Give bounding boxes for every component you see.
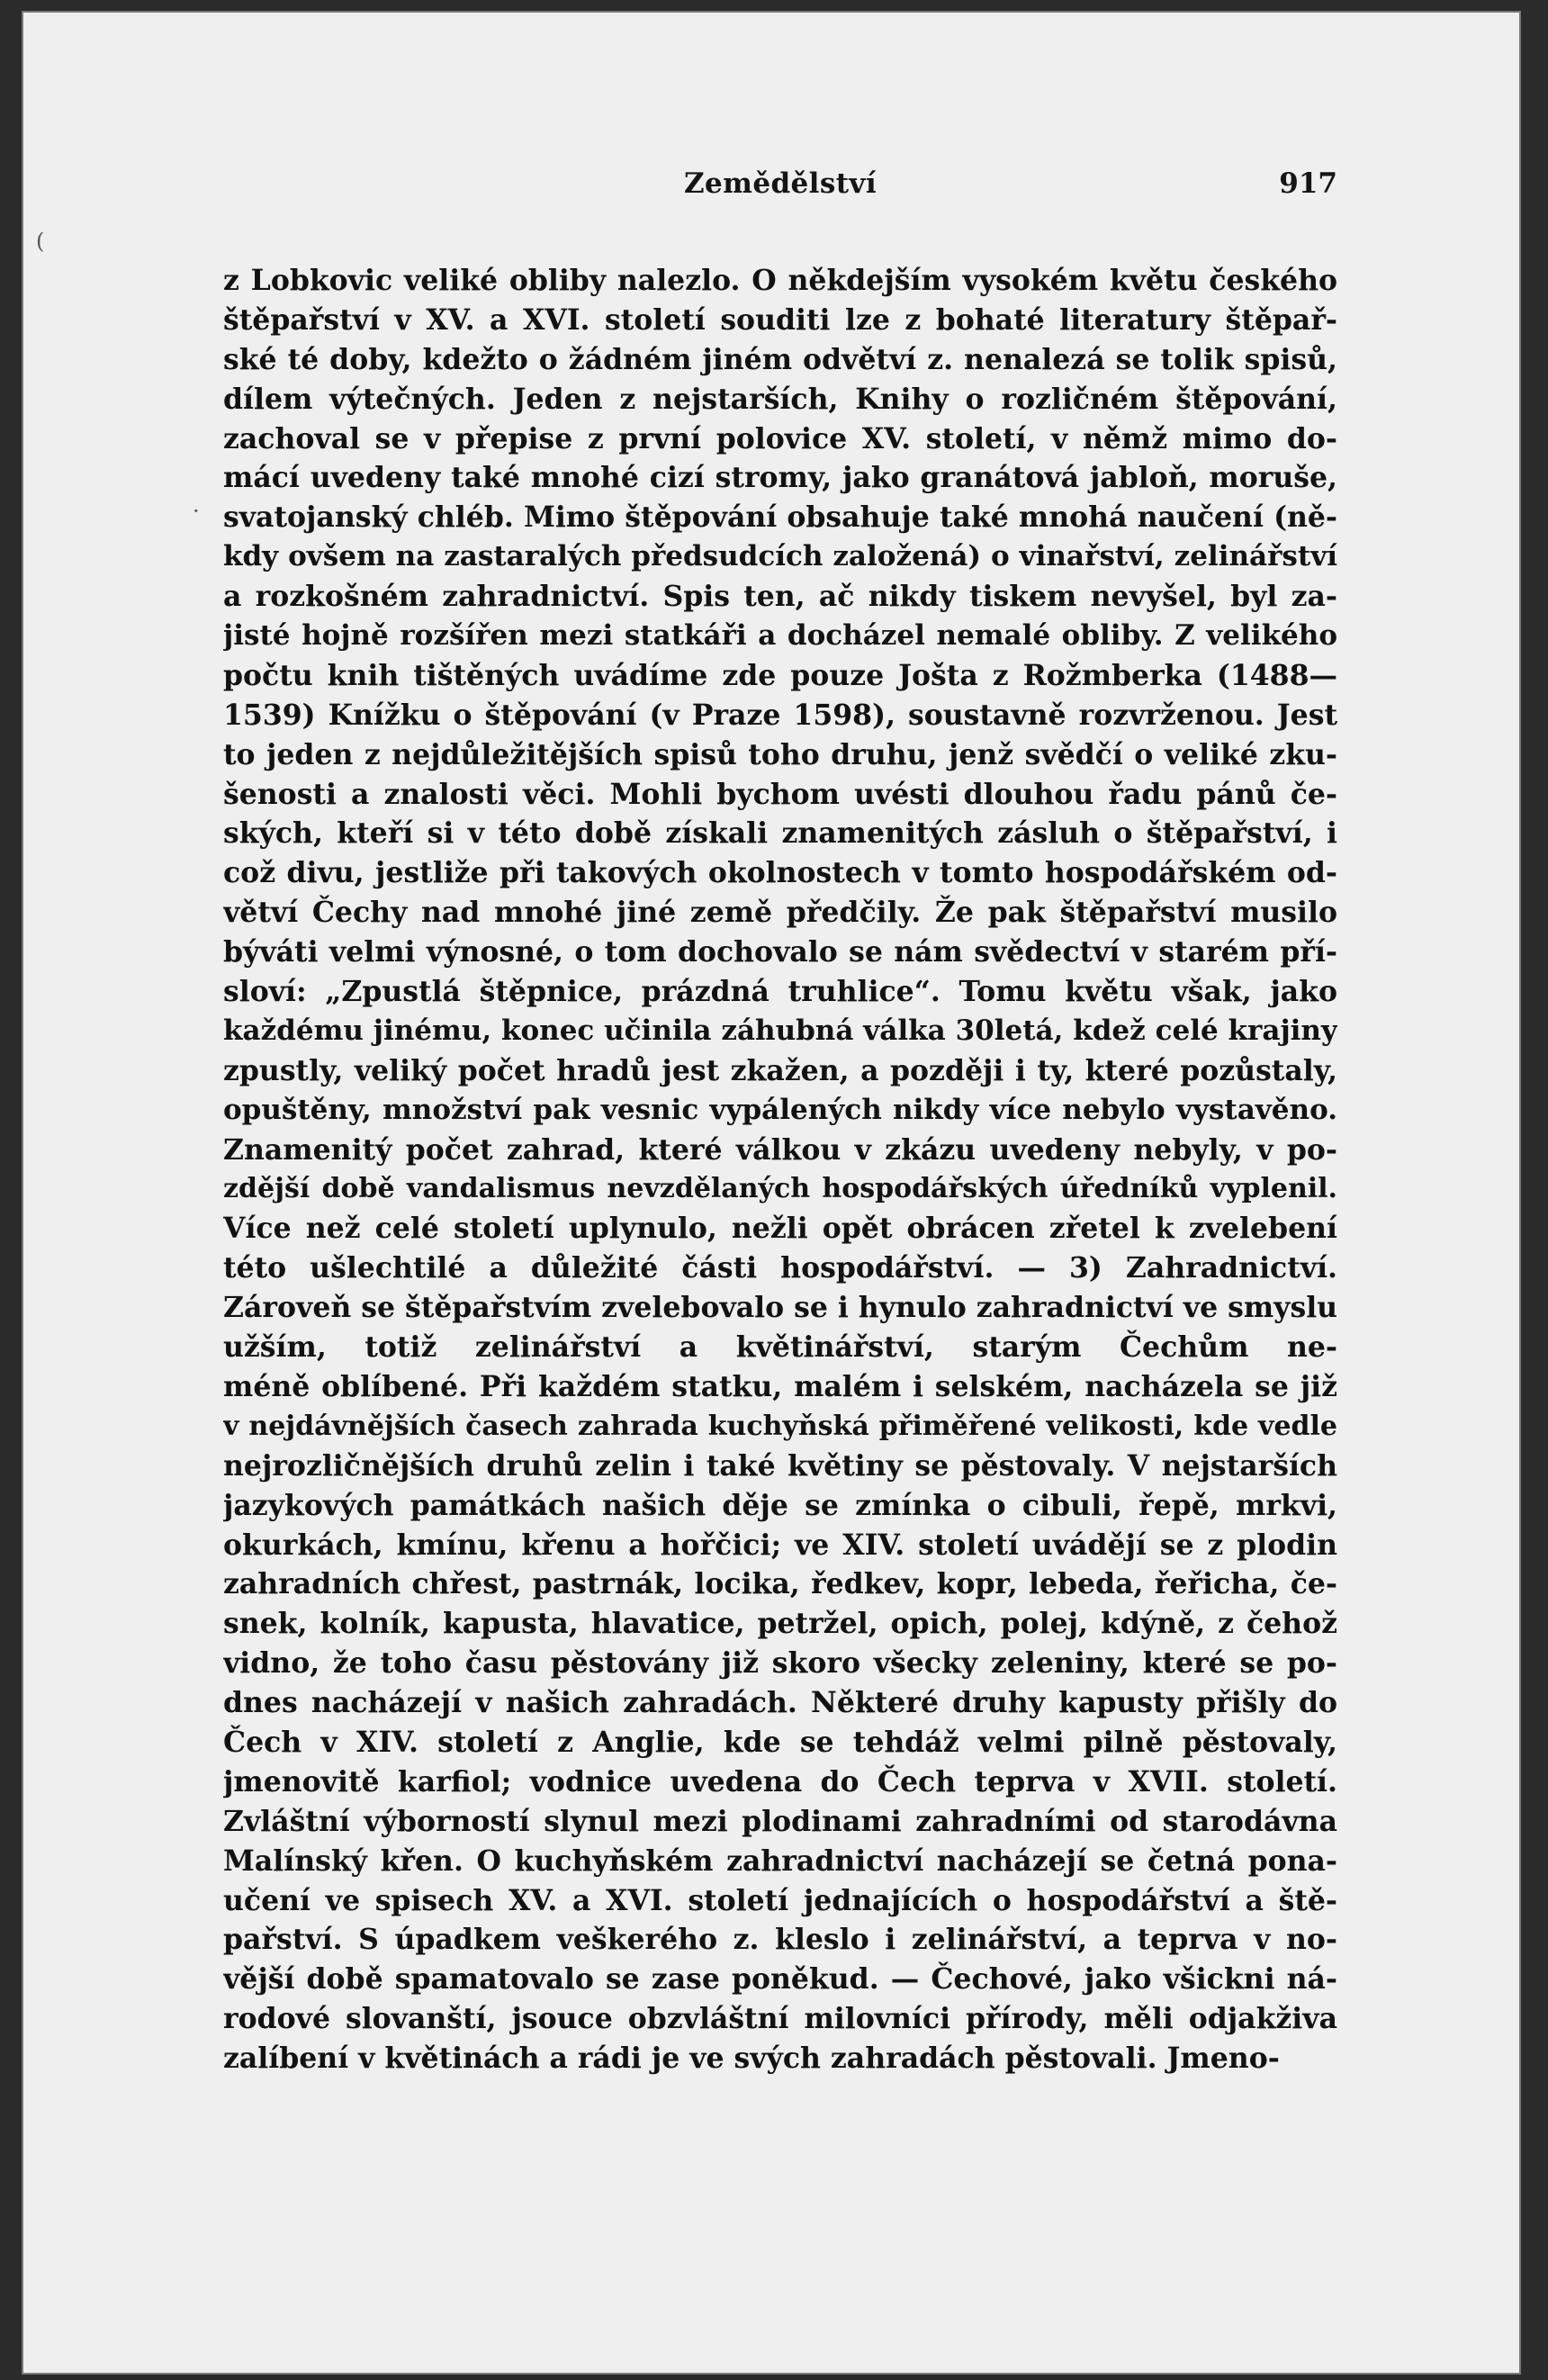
text-line: Zvláštní výborností slynul mezi plodinami zahradními od starodávna	[223, 1804, 1337, 1838]
text-line: Čech v XIV. století z Anglie, kde se tehdáž velmi pilně pěstovaly,	[223, 1725, 1337, 1759]
text-line: počtu knih tištěných uvádíme zde pouze Jošta z Rožmberka (1488—	[223, 658, 1337, 692]
margin-mark-left-lower: ·	[193, 499, 200, 524]
text-line: vidno, že toho času pěstovány již skoro všecky zeleniny, které se po-	[223, 1646, 1337, 1681]
text-line: Zároveň se štěpařstvím zvelebovalo se i hynulo zahradnictví ve smyslu	[223, 1291, 1337, 1325]
text-line: dnes nacházejí v našich zahradách. Některé druhy kapusty přišly do	[223, 1686, 1337, 1720]
text-line: býváti velmi výnosné, o tom dochovalo se nám svědectví v starém pří-	[223, 935, 1337, 969]
text-line: mácí uvedeny také mnohé cizí stromy, jako granátová jabloň, moruše,	[223, 461, 1337, 495]
text-line: této ušlechtilé a důležité části hospodářství. — 3) Zahradnictví.	[223, 1251, 1337, 1285]
text-line: Více než celé století uplynulo, nežli opět obrácen zřetel k zvelebení	[223, 1212, 1337, 1246]
text-line: nejrozličnějších druhů zelin i také květiny se pěstovaly. V nejstarších	[223, 1448, 1337, 1483]
page-header	[223, 167, 1337, 212]
text-line: zachoval se v přepise z první polovice XV. století, v němž mimo do-	[223, 421, 1337, 455]
text-line: jisté hojně rozšířen mezi statkáři a docházel nemalé obliby. Z velikého	[223, 619, 1337, 653]
text-line: zdější době vandalismus nevzdělaných hospodářských úředníků vyplenil.	[223, 1173, 1337, 1205]
text-line: zahradních chřest, pastrnák, locika, ředkev, kopr, lebeda, řeřicha, če-	[223, 1567, 1337, 1601]
text-line: opuštěny, množství pak vesnic vypálených nikdy více nebylo vystavěno.	[223, 1093, 1337, 1126]
margin-mark-left: (	[36, 229, 45, 254]
book-page	[22, 11, 1521, 2375]
text-line: ských, kteří si v této době získali znamenitých zásluh o štěpařství, i	[223, 816, 1337, 851]
text-line: méně oblíbené. Při každém statku, malém i selském, nacházela se již	[223, 1369, 1337, 1403]
text-line: v nejdávnějších časech zahrada kuchyňská přiměřené velikosti, kde vedle	[223, 1410, 1337, 1442]
text-line: rodové slovanští, jsouce obzvláštní milovníci přírody, měli odjakživa	[223, 2002, 1337, 2036]
text-line: dílem výtečných. Jeden z nejstarších, Knihy o rozličném štěpování,	[223, 382, 1337, 416]
text-line: což divu, jestliže při takových okolnostech v tomto hospodářském od-	[223, 856, 1337, 890]
text-line: a rozkošném zahradnictví. Spis ten, ač nikdy tiskem nevyšel, byl za-	[223, 580, 1337, 614]
text-line: pařství. S úpadkem veškerého z. kleslo i zelinářství, a teprva v no-	[223, 1923, 1337, 1957]
running-head: Zemědělství	[683, 167, 877, 200]
text-line: kdy ovšem na zastaralých předsudcích založená) o vinařství, zelinářství	[223, 540, 1337, 573]
text-line: ské té doby, kdežto o žádném jiném odvětví z. nenalezá se tolik spisů,	[223, 342, 1337, 376]
text-line: učení ve spisech XV. a XVI. století jednajících o hospodářství a ště-	[223, 1883, 1337, 1917]
text-line: šenosti a znalosti věci. Mohli bychom uvésti dlouhou řadu pánů če-	[223, 777, 1337, 811]
text-line: zpustly, veliký počet hradů jest zkažen, a později i ty, které pozůstaly,	[223, 1053, 1337, 1087]
text-line: zalíbení v květinách a rádi je ve svých zahradách pěstovali. Jmeno-	[223, 2042, 1280, 2076]
body-text	[223, 261, 1337, 2078]
text-line: okurkách, kmínu, křenu a hořčici; ve XIV. století uvádějí se z plodin	[223, 1528, 1337, 1562]
text-line: to jeden z nejdůležitějších spisů toho druhu, jenž svědčí o veliké zku-	[223, 737, 1337, 771]
text-line: Malínský křen. O kuchyňském zahradnictví nacházejí se četná pona-	[223, 1844, 1337, 1878]
text-line: Znamenitý počet zahrad, které válkou v zkázu uvedeny nebyly, v po-	[223, 1132, 1337, 1167]
text-line: jmenovitě karfiol; vodnice uvedena do Čech teprva v XVII. století.	[223, 1764, 1337, 1799]
text-line: snek, kolník, kapusta, hlavatice, petržel, opich, polej, kdýně, z čehož	[223, 1607, 1337, 1641]
text-line: 1539) Knížku o štěpování (v Praze 1598), soustavně rozvrženou. Jest	[223, 698, 1337, 732]
text-line: užším, totiž zelinářství a květinářství, starým Čechům ne-	[223, 1330, 1337, 1365]
page-number: 917	[1279, 167, 1337, 200]
text-line: jazykových památkách našich děje se zmínka o cibuli, řepě, mrkvi,	[223, 1488, 1337, 1522]
text-line: z Lobkovic veliké obliby nalezlo. O někdejším vysokém květu českého	[223, 264, 1337, 297]
text-line: svatojanský chléb. Mimo štěpování obsahuje také mnohá naučení (ně-	[223, 500, 1337, 535]
text-line: každému jinému, konec učinila záhubná válka 30letá, kdež celé krajiny	[223, 1014, 1337, 1047]
text-line: větví Čechy nad mnohé jiné země předčily. Že pak štěpařství musilo	[223, 896, 1337, 930]
text-line: štěpařství v XV. a XVI. století souditi lze z bohaté literatury štěpař-	[223, 302, 1337, 337]
text-line: vější době spamatovalo se zase poněkud. — Čechové, jako všickni ná-	[223, 1962, 1337, 1997]
text-line: sloví: „Zpustlá štěpnice, prázdná truhlice“. Tomu květu však, jako	[223, 975, 1337, 1009]
